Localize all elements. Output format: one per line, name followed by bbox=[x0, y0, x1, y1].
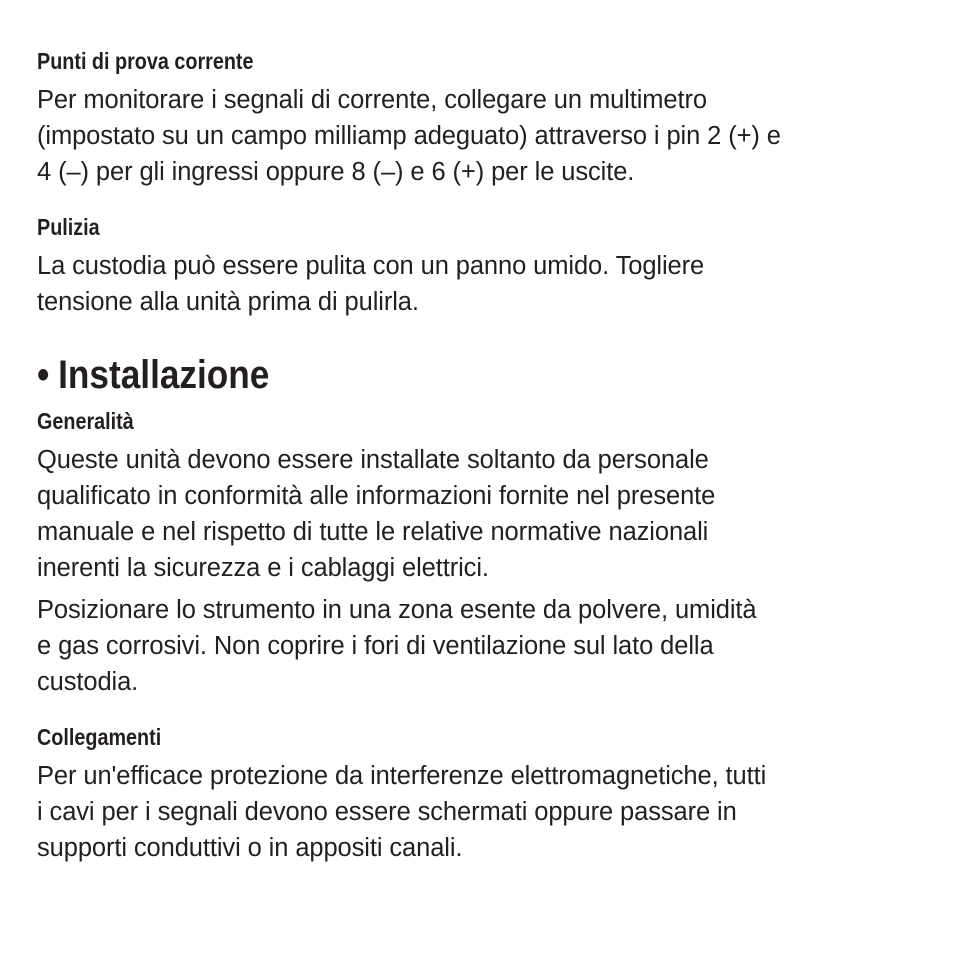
text-line: Posizionare lo strumento in una zona esente da polvere, umidità bbox=[37, 596, 757, 624]
text-line: custodia. bbox=[37, 668, 139, 696]
text-line: manuale e nel rispetto di tutte le relative normative nazionali bbox=[37, 518, 709, 546]
section-cleaning bbox=[37, 212, 917, 320]
text-line: e gas corrosivi. Non coprire i fori di ventilazione sul lato della bbox=[37, 632, 714, 660]
paragraph bbox=[37, 442, 917, 586]
paragraph bbox=[37, 592, 917, 700]
manual-page bbox=[37, 46, 917, 866]
paragraph bbox=[37, 758, 917, 866]
section-heading: Collegamenti bbox=[37, 724, 162, 750]
text-line: Per un'efficace protezione da interferenze elettromagnetiche, tutti bbox=[37, 762, 767, 790]
bullet-icon: • bbox=[37, 353, 50, 397]
section-heading: Pulizia bbox=[37, 214, 100, 240]
section-current-test-points bbox=[37, 46, 917, 190]
section-general bbox=[37, 406, 917, 700]
text-line: 4 (–) per gli ingressi oppure 8 (–) e 6 (+) per le uscite. bbox=[37, 158, 635, 186]
section-connections bbox=[37, 722, 917, 866]
text-line: La custodia può essere pulita con un panno umido. Togliere bbox=[37, 252, 705, 280]
paragraph bbox=[37, 82, 917, 190]
paragraph bbox=[37, 248, 917, 320]
section-heading: Punti di prova corrente bbox=[37, 48, 254, 74]
chapter-title bbox=[37, 350, 811, 400]
text-line: (impostato su un campo milliamp adeguato) attraverso i pin 2 (+) e bbox=[37, 122, 781, 150]
text-line: inerenti la sicurezza e i cablaggi elettrici. bbox=[37, 554, 489, 582]
text-line: tensione alla unità prima di pulirla. bbox=[37, 288, 419, 316]
text-line: qualificato in conformità alle informazioni fornite nel presente bbox=[37, 482, 716, 510]
text-line: supporti conduttivi o in appositi canali. bbox=[37, 834, 463, 862]
text-line: Per monitorare i segnali di corrente, collegare un multimetro bbox=[37, 86, 707, 114]
text-line: i cavi per i segnali devono essere schermati oppure passare in bbox=[37, 798, 737, 826]
section-heading: Generalità bbox=[37, 408, 134, 434]
text-line: Queste unità devono essere installate soltanto da personale bbox=[37, 446, 709, 474]
chapter-title-text: Installazione bbox=[58, 353, 270, 397]
